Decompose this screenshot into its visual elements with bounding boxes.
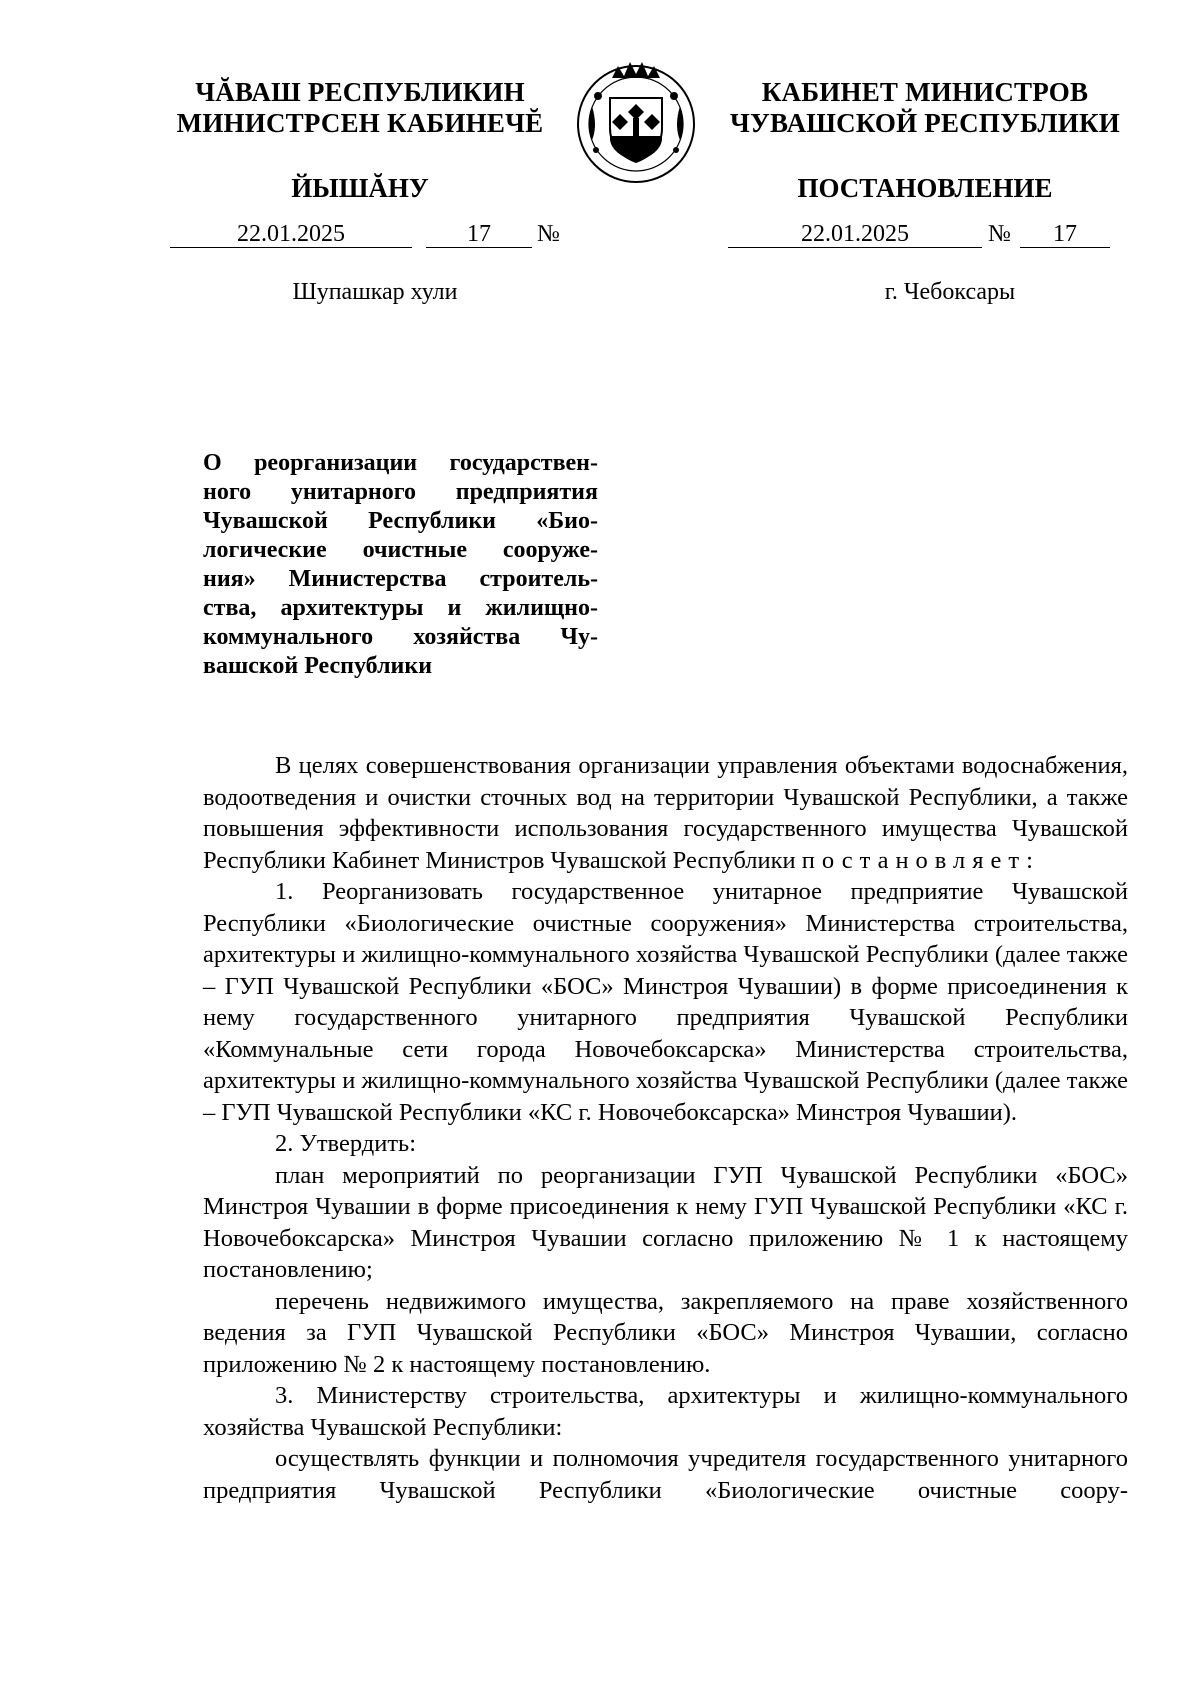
paragraph-2b: перечень недвижимого имущества, закрепляемого на праве хозяйственного ведения за ГУП Чувашской Республики «БОС» Минстроя Чувашии, согласно приложению № 2 к настоящему постановлению. <box>203 1287 1128 1378</box>
paragraph-3: 3. Министерству строительства, архитектуры и жилищно-коммунального хозяйства Чувашской Республики: <box>203 1382 1128 1441</box>
chuvash-republic-emblem-icon <box>572 56 700 186</box>
preamble-paragraph <box>203 750 1128 876</box>
number-sign-right: № <box>988 221 1011 247</box>
header-left <box>160 77 560 204</box>
document-subject <box>203 449 598 681</box>
city-russian: г. Чебоксары <box>884 279 1016 305</box>
city-chuvash: Шупашкар хули <box>292 279 458 305</box>
subject-line: логические очистные сооруже- <box>203 537 598 563</box>
subject-line: О реорганизации государствен- <box>203 450 598 476</box>
subject-line: коммунального хозяйства Чу- <box>203 624 598 650</box>
doc-type-russian: ПОСТАНОВЛЕНИЕ <box>797 173 1053 203</box>
date-row-right <box>0 220 1200 252</box>
paragraph-3a: осуществлять функции и полномочия учредителя государственного унитарного предприятия Чувашской Республики «Биологические очистные соору- <box>203 1445 1128 1504</box>
subject-line: вашской Республики <box>203 653 433 679</box>
subject-line: ния» Министерства строитель- <box>203 566 598 592</box>
paragraph-1: 1. Реорганизовать государственное унитарное предприятие Чувашской Республики «Биологические очистные сооружения» Министерства строительства, архитектуры и жилищно-коммунального хозяйства Чувашской Республики (далее также – ГУП Чувашской Республики «БОС» Минстроя Чувашии) в форме присоединения к нему государственного унитарного предприятия Чувашской Республики «Коммунальные сети города Новочебоксарска» Министерства строительства, архитектуры и жилищно-коммунального хозяйства Чувашской Республики (далее также – ГУП Чувашской Республики «КС г. Новочебоксарска» Минстроя Чувашии). <box>203 878 1128 1126</box>
subject-line: ства, архитектуры и жилищно- <box>203 595 598 621</box>
paragraph-2a: план мероприятий по реорганизации ГУП Чувашской Республики «БОС» Минстроя Чувашии в форме присоединения к нему ГУП Чувашской Республики «КС г. Новочебоксарска» Минстроя Чувашии согласно приложению № 1 к настоящему постановлению; <box>203 1161 1128 1283</box>
number-right: 17 <box>1020 220 1110 248</box>
date-left: 22.01.2025 <box>170 220 412 248</box>
document-body <box>203 750 1128 1506</box>
number-left: 17 <box>426 220 532 248</box>
date-right: 22.01.2025 <box>728 220 982 248</box>
doc-type-chuvash: ЙЫШĂНУ <box>291 173 429 203</box>
decree-colon: : <box>1026 846 1033 874</box>
paragraph-2: 2. Утвердить: <box>275 1130 417 1157</box>
org-name-chuvash-line1: ЧĂВАШ РЕСПУБЛИКИН <box>195 77 525 107</box>
subject-line: ного унитарного предприятия <box>203 479 598 505</box>
org-name-russian-line2: ЧУВАШСКОЙ РЕСПУБЛИКИ <box>730 108 1120 138</box>
preamble-text: В целях совершенствования организации управления объектами водоснабжения, водоотведения и очистки сточных вод на территории Чувашской Республики, а также повышения эффективности использования государственного имущества Чувашской Республики Кабинет Министров Чувашской Республики <box>203 752 1128 874</box>
org-name-russian-line1: КАБИНЕТ МИНИСТРОВ <box>761 77 1089 107</box>
decree-word: постановляет <box>801 846 1027 874</box>
subject-line: Чувашской Республики «Био- <box>203 508 598 534</box>
number-sign-left: № <box>537 221 560 247</box>
header-right <box>720 77 1130 204</box>
org-name-chuvash-line2: МИНИСТРСЕН КАБИНЕЧĔ <box>176 108 544 138</box>
